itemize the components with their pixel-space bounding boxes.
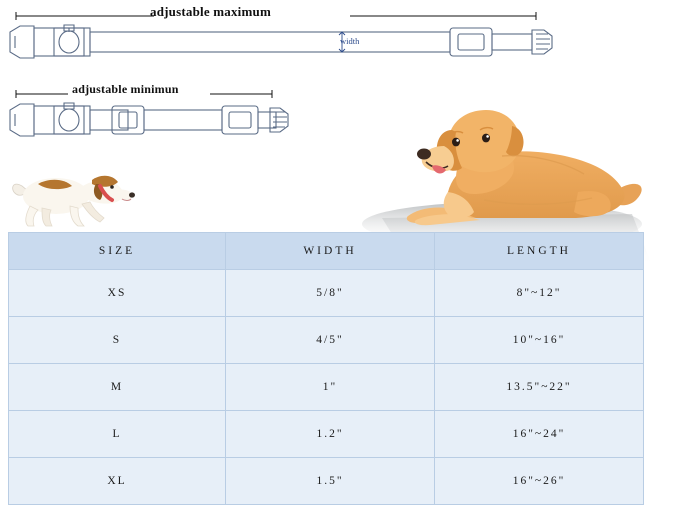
cell-length: 10"~16" — [435, 317, 644, 364]
collar-diagram-minimum — [6, 86, 296, 144]
collar-min-svg — [6, 86, 296, 144]
table-row — [9, 411, 644, 458]
size-table — [8, 232, 644, 505]
cell-length: 13.5"~22" — [435, 364, 644, 411]
header-width: WIDTH — [226, 233, 435, 270]
cell-width: 5/8" — [226, 270, 435, 317]
cell-width: 4/5" — [226, 317, 435, 364]
cell-length: 16"~24" — [435, 411, 644, 458]
cell-length: 8"~12" — [435, 270, 644, 317]
cell-length: 16"~26" — [435, 458, 644, 505]
collar-diagram-maximum — [6, 8, 562, 66]
table-row — [9, 317, 644, 364]
table-header-row — [9, 233, 644, 270]
running-dog-svg — [8, 160, 136, 232]
table-row — [9, 364, 644, 411]
cell-width: 1" — [226, 364, 435, 411]
cell-size: L — [9, 411, 226, 458]
cell-size: S — [9, 317, 226, 364]
header-size: SIZE — [9, 233, 226, 270]
width-label: width — [340, 36, 360, 46]
running-dog-image — [8, 160, 136, 232]
cell-size: M — [9, 364, 226, 411]
cell-width: 1.2" — [226, 411, 435, 458]
collar-max-svg — [6, 8, 562, 66]
adjustable-minimum-label: adjustable minimun — [72, 82, 179, 96]
table-row — [9, 458, 644, 505]
cell-size: XS — [9, 270, 226, 317]
cell-width: 1.5" — [226, 458, 435, 505]
header-length: LENGTH — [435, 233, 644, 270]
table-row — [9, 270, 644, 317]
adjustable-maximum-label: adjustable maximum — [150, 4, 271, 19]
cell-size: XL — [9, 458, 226, 505]
